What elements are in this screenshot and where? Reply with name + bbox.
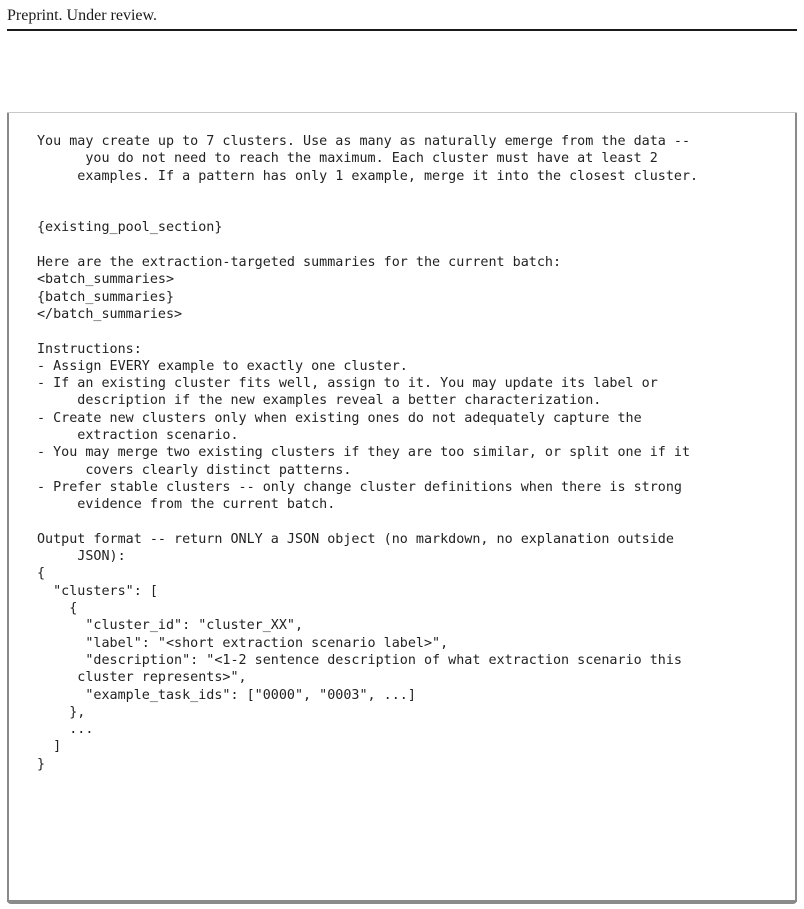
- prompt-line: JSON):: [37, 549, 126, 565]
- prompt-line: {batch_summaries}: [37, 289, 175, 305]
- prompt-line: "description": "<1-2 sentence description of what extraction scenario this: [37, 652, 682, 668]
- prompt-line: Instructions:: [37, 341, 142, 357]
- prompt-line: You may create up to 7 clusters. Use as many as naturally emerge from the data --: [37, 134, 691, 149]
- prompt-line: Here are the extraction-targeted summaries for the current batch:: [37, 255, 562, 271]
- prompt-line: examples. If a pattern has only 1 example, merge it into the closest cluster.: [37, 168, 699, 184]
- prompt-line: description if the new examples reveal a better characterization.: [37, 393, 602, 409]
- prompt-box-top-border: [7, 112, 797, 113]
- prompt-line: - Prefer stable clusters -- only change cluster definitions when there is strong: [37, 479, 682, 495]
- prompt-line: ]: [37, 739, 62, 755]
- prompt-line: [37, 202, 782, 219]
- prompt-line: "clusters": [: [37, 583, 158, 599]
- prompt-line: {: [37, 601, 78, 617]
- prompt-line: [37, 237, 782, 254]
- prompt-line: }: [37, 756, 46, 772]
- prompt-line: {: [37, 566, 46, 582]
- prompt-line: Output format -- return ONLY a JSON object (no markdown, no explanation outside: [37, 531, 674, 547]
- prompt-line: cluster represents>",: [37, 670, 247, 686]
- prompt-box-right-border: [795, 113, 797, 902]
- running-header: Preprint. Under review.: [7, 7, 158, 24]
- header-rule: [7, 29, 797, 31]
- prompt-line: you do not need to reach the maximum. Each cluster must have at least 2: [37, 151, 658, 167]
- prompt-box-bottom-border: [7, 900, 797, 904]
- prompt-line: {existing_pool_section}: [37, 220, 223, 236]
- prompt-line: "example_task_ids": ["0000", "0003", ...]: [37, 687, 416, 703]
- prompt-box-left-border: [7, 113, 9, 902]
- prompt-line: <batch_summaries>: [37, 272, 175, 288]
- prompt-line: - If an existing cluster fits well, assign to it. You may update its label or: [37, 376, 658, 392]
- prompt-line: evidence from the current batch.: [37, 497, 336, 513]
- prompt-line: [37, 514, 782, 531]
- prompt-line: },: [37, 704, 86, 720]
- prompt-line: - You may merge two existing clusters if they are too similar, or split one if it: [37, 445, 691, 461]
- prompt-line: extraction scenario.: [37, 428, 239, 444]
- prompt-line: [37, 323, 782, 340]
- prompt-line: ...: [37, 722, 94, 738]
- prompt-line: - Create new clusters only when existing ones do not adequately capture the: [37, 410, 642, 426]
- prompt-template-text: [37, 133, 782, 773]
- prompt-line: "label": "<short extraction scenario label>",: [37, 635, 449, 651]
- prompt-line: </batch_summaries>: [37, 306, 183, 322]
- prompt-line: covers clearly distinct patterns.: [37, 462, 352, 478]
- prompt-line: [37, 185, 782, 202]
- prompt-line: - Assign EVERY example to exactly one cluster.: [37, 358, 408, 374]
- prompt-line: "cluster_id": "cluster_XX",: [37, 618, 304, 634]
